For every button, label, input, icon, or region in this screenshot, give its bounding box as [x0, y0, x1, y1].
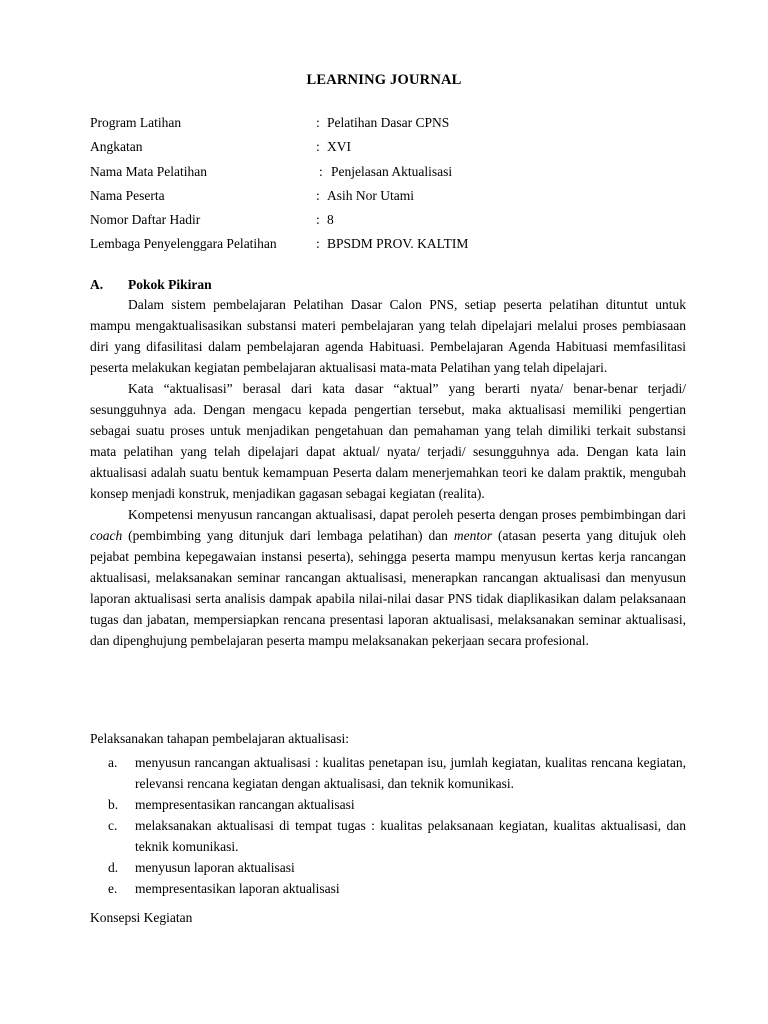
- info-label: Program Latihan: [90, 115, 182, 130]
- info-row-angkatan: [90, 138, 690, 162]
- info-colon: :: [316, 187, 320, 203]
- paragraph-3-part-c: (atasan peserta yang ditujuk oleh pejabat pembina kepegawaian instansi peserta), sehingga peserta mampu menyusun kertas kerja rancangan aktualisasi, melaksanakan seminar rancangan aktualisasi, menerapkan rancangan aktualisasi dan menyusun laporan aktualisasi serta analisis dampak apabila nilai-nilai dasar PNS tidak diaplikasikan dalam pelaksanaan tugas dan jabatan, mempersiapkan rencana presentasi laporan aktualisasi, melaksanakan seminar aktualisasi, dan dipenghujung pembelajaran peserta mampu melaksanakan pekerjaan secara profesional.: [90, 528, 686, 648]
- info-colon: :: [316, 139, 320, 155]
- paragraph-1: Dalam sistem pembelajaran Pelatihan Dasar Calon PNS, setiap peserta pelatihan dituntut untuk mampu mengaktualisasikan substansi materi pembelajaran yang telah dipelajari melalui proses pembiasaan diri yang difasilitasi dalam pembelajaran agenda Habituasi. Pembelajaran Agenda Habituasi memfasilitasi peserta melakukan kegiatan pembelajaran aktualisasi mata-mata Pelatihan yang telah dipelajari.: [90, 297, 686, 375]
- info-label: Nama Peserta: [90, 187, 165, 203]
- list-item: [90, 794, 686, 815]
- section-letter: A.: [90, 277, 104, 292]
- info-row-program: [90, 114, 690, 138]
- step-text: mempresentasikan laporan aktualisasi: [135, 881, 340, 896]
- step-letter: c.: [108, 818, 118, 833]
- info-colon: :: [316, 236, 320, 252]
- info-value: XVI: [327, 139, 351, 155]
- paragraph-2: Kata “aktualisasi” berasal dari kata dasar “aktual” yang berarti nyata/ benar-benar terjadi/ sesungguhnya ada. Dengan mengacu kepada pengertian tersebut, maka aktualisasi memiliki pengertian sebagai suatu proses untuk menjadikan pengetahuan dan pemahaman yang telah dimiliki terkait substansi mata pelatihan yang telah dipelajari dapat aktual/ nyata/ terjadi/ sesungguhnya ada. Dengan kata lain aktualisasi adalah suatu bentuk kemampuan Peserta dalam menerjemahkan teori ke dalam praktik, mengubah konsep menjadi konstruk, menjadikan gagasan sebagai kegiatan (realita).: [90, 381, 686, 501]
- info-value: Asih Nor Utami: [327, 187, 414, 203]
- step-letter: e.: [108, 881, 118, 896]
- step-text: menyusun laporan aktualisasi: [135, 860, 295, 875]
- konsepsi-heading: Konsepsi Kegiatan: [90, 910, 193, 925]
- info-value: 8: [327, 212, 334, 228]
- info-row-peserta: [90, 187, 690, 211]
- document-title: LEARNING JOURNAL: [306, 72, 462, 88]
- info-label: Nomor Daftar Hadir: [90, 212, 201, 228]
- list-item: [90, 752, 686, 794]
- steps-list: [90, 752, 686, 899]
- info-row-lembaga: [90, 235, 690, 259]
- info-label: Lembaga Penyelenggara Pelatihan: [90, 236, 277, 252]
- section-title: Pokok Pikiran: [128, 277, 212, 292]
- info-label: Nama Mata Pelatihan: [90, 163, 207, 179]
- info-colon: :: [316, 115, 320, 130]
- info-colon: :: [316, 212, 320, 228]
- list-item: [90, 878, 686, 899]
- steps-intro: Pelaksanakan tahapan pembelajaran aktualisasi:: [90, 731, 350, 746]
- info-row-mata-pelatihan: [90, 163, 690, 187]
- paragraph-3-part-b: (pembimbing yang ditunjuk dari lembaga pelatihan) dan: [122, 528, 454, 543]
- paragraph-3: [90, 504, 686, 651]
- step-letter: a.: [108, 755, 118, 770]
- info-table: [90, 114, 690, 260]
- step-text: menyusun rancangan aktualisasi : kualitas penetapan isu, jumlah kegiatan, kualitas rencana kegiatan, relevansi rencana kegiatan dengan aktualisasi, dan teknik komunikasi.: [135, 755, 686, 791]
- paragraph-3-part-a: Kompetensi menyusun rancangan aktualisasi, dapat peroleh peserta dengan proses pembimbingan dari: [128, 507, 686, 522]
- coach-term: coach: [90, 528, 123, 543]
- info-label: Angkatan: [90, 139, 143, 155]
- info-value: Penjelasan Aktualisasi: [331, 163, 453, 179]
- mentor-term: mentor: [453, 528, 493, 543]
- step-letter: b.: [108, 797, 119, 812]
- step-text: melaksanakan aktualisasi di tempat tugas : kualitas pelaksanaan kegiatan, kualitas aktualisasi, dan teknik komunikasi.: [135, 818, 686, 854]
- document-body: [90, 294, 686, 651]
- info-value: Pelatihan Dasar CPNS: [327, 115, 450, 130]
- info-colon: :: [319, 163, 323, 179]
- info-value: BPSDM PROV. KALTIM: [327, 236, 469, 252]
- list-item: [90, 815, 686, 857]
- list-item: [90, 857, 686, 878]
- step-text: mempresentasikan rancangan aktualisasi: [135, 797, 355, 812]
- step-letter: d.: [108, 860, 119, 875]
- info-row-nomor: [90, 211, 690, 235]
